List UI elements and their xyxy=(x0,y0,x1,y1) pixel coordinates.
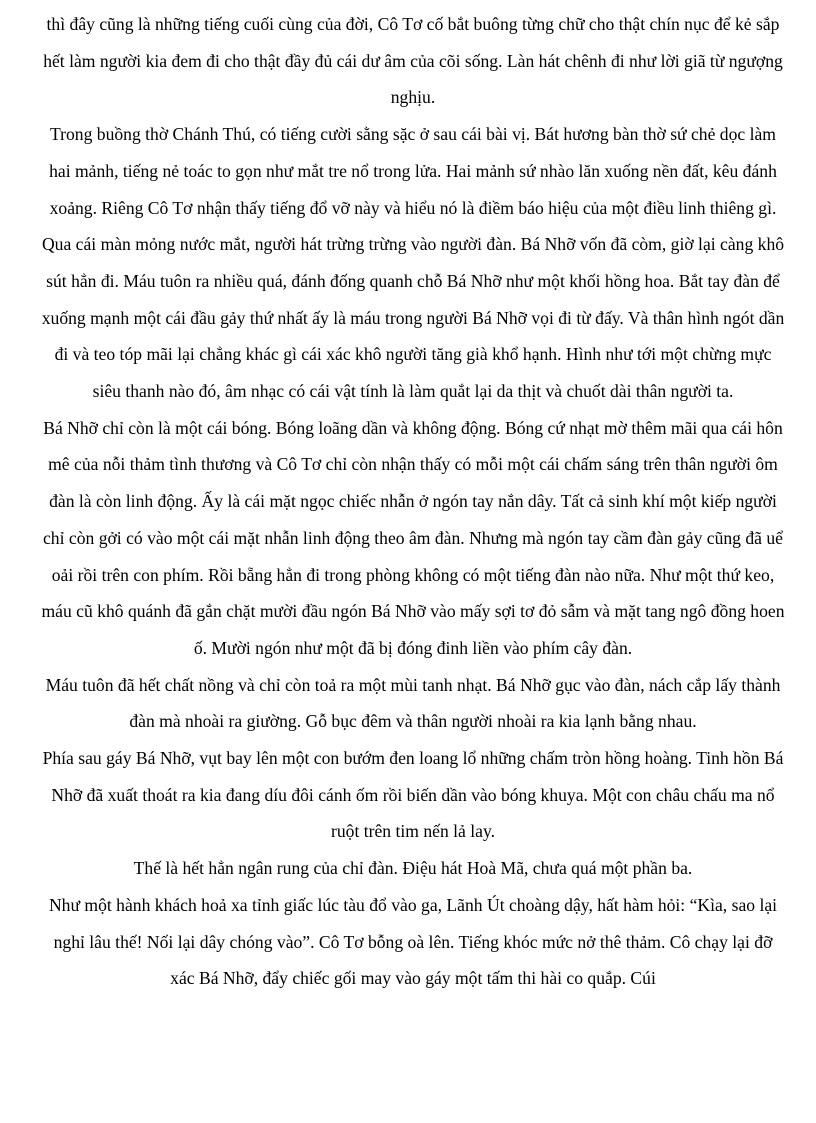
document-page xyxy=(40,6,786,997)
paragraph-1: thì đây cũng là những tiếng cuối cùng của đời, Cô Tơ cố bắt buông từng chữ cho thật chín nục để kẻ sắp hết làm người kia đem đi cho thật đầy đủ cái dư âm của cõi sống. Làn hát chênh đi như lời giã từ ngượng nghịu. xyxy=(43,14,783,108)
paragraph-3: Bá Nhỡ chỉ còn là một cái bóng. Bóng loãng dần và không động. Bóng cứ nhạt mờ thêm mãi qua cái hôn mê của nỗi thảm tình thương và Cô Tơ chỉ còn nhận thấy có mỗi một cái chấm sáng trên thân người ôm đàn là còn linh động. Ấy là cái mặt ngọc chiếc nhẫn ở ngón tay nắn dây. Tất cả sinh khí một kiếp người chỉ còn gởi có vào một cái mặt nhẫn linh động theo âm đàn. Nhưng mà ngón tay cầm đàn gảy cũng đã uể oải rồi trên con phím. Rồi bẵng hẳn đi trong phòng không có một tiếng đàn nào nữa. Như một thứ keo, máu cũ khô quánh đã gắn chặt mười đầu ngón Bá Nhỡ vào mấy sợi tơ đỏ sẫm và mặt tang ngô đồng hoen ố. Mười ngón như một đã bị đóng đinh liền vào phím cây đàn. xyxy=(41,417,785,658)
paragraph-7: Như một hành khách hoả xa tỉnh giấc lúc tàu đổ vào ga, Lãnh Út choàng dậy, hất hàm hỏi: “Kìa, sao lại nghỉ lâu thế! Nối lại dây chóng vào”. Cô Tơ bỗng oà lên. Tiếng khóc mức nở thê thảm. Cô chạy lại đỡ xác Bá Nhỡ, đẩy chiếc gối may vào gáy một tấm thi hài co quắp. Cúi xyxy=(48,894,778,989)
paragraph-2: Trong buồng thờ Chánh Thú, có tiếng cười sằng sặc ở sau cái bài vị. Bát hương bàn thờ sứ chẻ dọc làm hai mảnh, tiếng nẻ toác to gọn như mắt tre nổ trong lửa. Hai mảnh sứ nhào lăn xuống nền đất, kêu đánh xoảng. Riêng Cô Tơ nhận thấy tiếng đổ vỡ này và hiểu nó là điềm báo hiệu của một điều linh thiêng gì. Qua cái màn mỏng nước mắt, người hát trừng trừng vào người đàn. Bá Nhỡ vốn đã còm, giờ lại càng khô sút hẳn đi. Máu tuôn ra nhiều quá, đánh đống quanh chỗ Bá Nhỡ như một khối hồng hoa. Bắt tay đàn để xuống mạnh một cái đầu gảy thứ nhất ấy là máu trong người Bá Nhỡ vọi đi từ đấy. Và thân hình ngót dần đi và teo tóp mãi lại chẳng khác gì cái xác khô người tăng già khổ hạnh. Hình như tới một chừng mực siêu thanh nào đó, âm nhạc có cái vật tính là làm quắt lại da thịt và chuốt dài thân người ta. xyxy=(41,124,785,402)
paragraph-6: Thế là hết hẳn ngân rung của chỉ đàn. Điệu hát Hoà Mã, chưa quá một phần ba. xyxy=(133,858,693,879)
paragraph-5: Phía sau gáy Bá Nhỡ, vụt bay lên một con bướm đen loang lổ những chấm tròn hồng hoàng. Tinh hồn Bá Nhỡ đã xuất thoát ra kia đang díu đôi cánh ốm rồi biến dần vào bóng khuya. Một con châu chấu ma nổ ruột trên tim nến lả lay. xyxy=(42,748,784,842)
paragraph-4: Máu tuôn đã hết chất nồng và chỉ còn toả ra một mùi tanh nhạt. Bá Nhỡ gục vào đàn, nách cắp lấy thành đàn mà nhoài ra giường. Gỗ bục đêm và thân người nhoài ra kia lạnh bằng nhau. xyxy=(45,674,781,732)
